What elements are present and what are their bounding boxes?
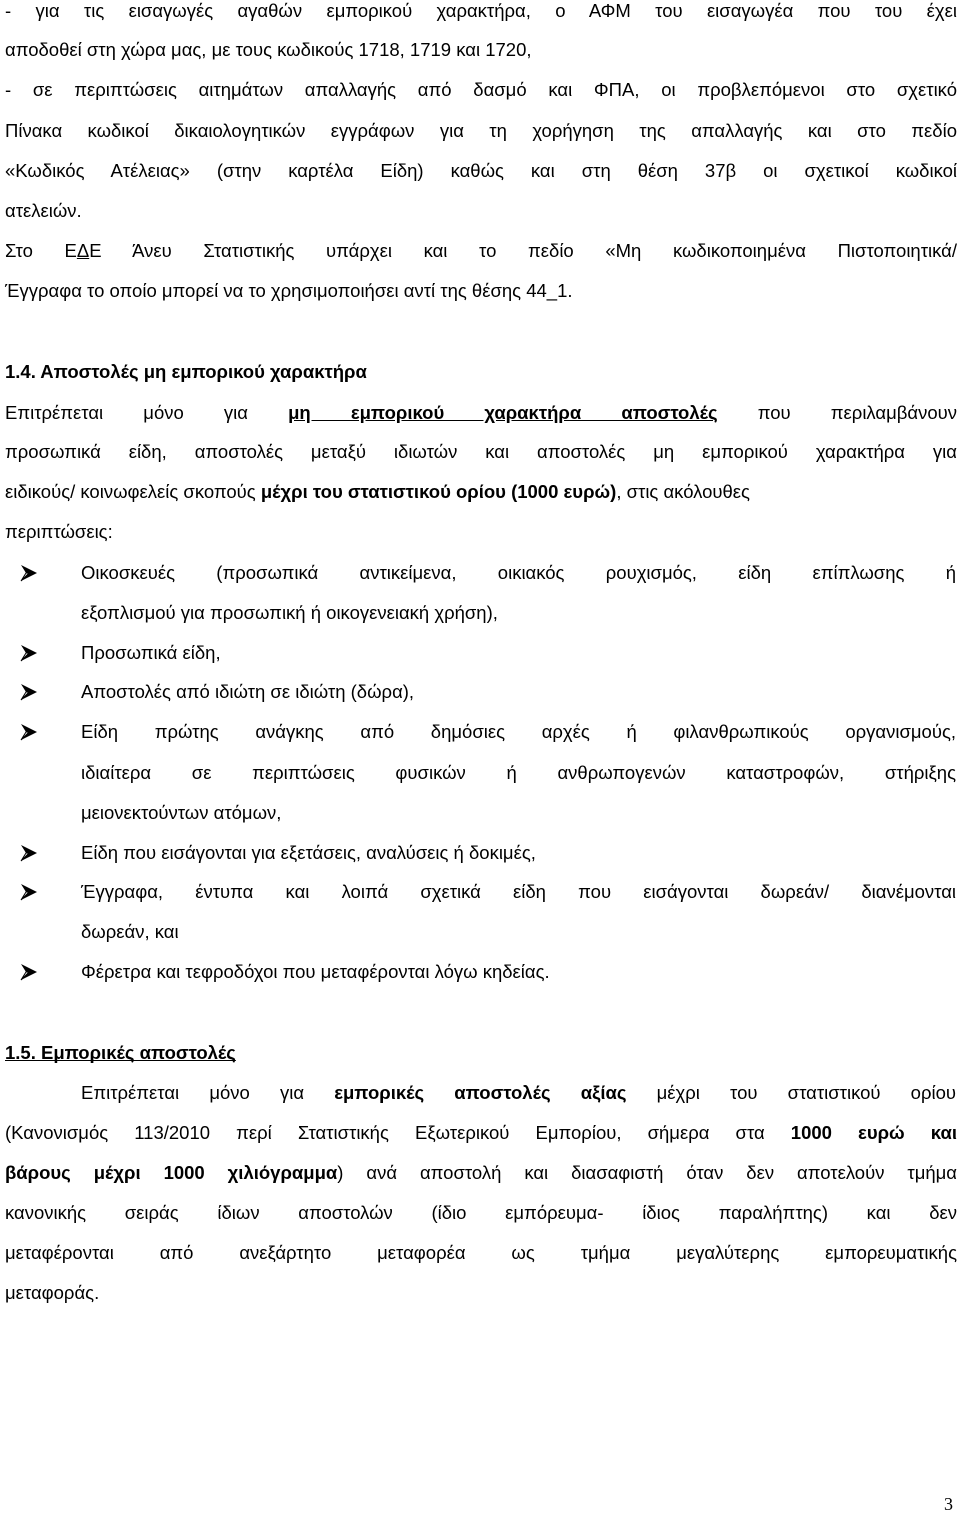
intro-line-2: αποδοθεί στη χώρα μας, με τους κωδικούς 1718, 1719 και 1720, [5,39,532,60]
s15-para-line-1 [81,1082,956,1104]
s14-p1-c: που περιλαμβάνουν [757,402,957,423]
s14-para-line-2: προσωπικά είδη, αποστολές μεταξύ ιδιωτών και αποστολές μη εμπορικού χαρακτήρα για [5,441,957,462]
intro-line-8: Έγγραφα το οποίο μπορεί να το χρησιμοποιήσει αντί της θέσης 44_1. [5,280,573,301]
s14-p1-a: Επιτρέπεται μόνο για [5,402,248,423]
bullet-6-line-2: δωρεάν, και [81,921,179,942]
arrow-bullet-icon [18,681,40,703]
bullet-7: Φέρετρα και τεφροδόχοι που μεταφέρονται λόγω κηδείας. [81,961,550,982]
s15-p3-emphasis: βάρους μέχρι 1000 χιλιόγραμμα [5,1162,338,1183]
arrow-bullet-icon [18,842,40,864]
section-1-4-heading: 1.4. Αποστολές μη εμπορικού χαρακτήρα [5,361,367,382]
bullet-4-line-3: μειονεκτούντων ατόμων, [81,802,282,823]
intro-l7-post: Ε Άνευ Στατιστικής υπάρχει και το πεδίο «Μη κωδικοποιημένα Πιστοποιητικά/ [89,240,957,261]
intro-line-7 [5,240,957,262]
bullet-2: Προσωπικά είδη, [81,642,221,663]
s15-para-line-6: μεταφοράς. [5,1282,100,1303]
s14-p3-a: ειδικούς/ κοινωφελείς σκοπούς [5,481,256,502]
bullet-6-line-1: Έγγραφα, έντυπα και λοιπά σχετικά είδη που εισάγονται δωρεάν/ διανέμονται [81,881,956,902]
s15-p2-a: (Κανονισμός 113/2010 περί Στατιστικής Εξωτερικού Εμπορίου, σήμερα στα [5,1122,765,1143]
s15-p1-c: μέχρι του στατιστικού ορίου [656,1082,957,1103]
intro-line-6: ατελειών. [5,200,82,221]
section-1-5-heading [5,1042,957,1064]
s15-para-line-5: μεταφέρονται από ανεξάρτητο μεταφορέα ως τμήμα μεγαλύτερης εμπορευματικής [5,1242,957,1263]
s14-p1-emphasis: μη εμπορικού χαρακτήρα αποστολές [288,402,718,423]
intro-line-1: - για τις εισαγωγές αγαθών εμπορικού χαρακτήρα, ο ΑΦΜ του εισαγωγέα που του έχει [5,0,957,21]
arrow-bullet-icon [18,721,40,743]
s15-para-line-3 [5,1162,957,1184]
s14-para-line-3 [5,481,957,503]
intro-l7-underlined: Δ [76,240,90,261]
s14-p3-c: , στις ακόλουθες [616,481,750,502]
arrow-bullet-icon [18,562,40,584]
s15-para-line-4: κανονικής σειράς ίδιων αποστολών (ίδιο εμπόρευμα- ίδιος παραλήπτης) και δεν [5,1202,957,1223]
intro-line-3: - σε περιπτώσεις αιτημάτων απαλλαγής από δασμό και ΦΠΑ, οι προβλεπόμενοι στο σχετικό [5,79,957,100]
s14-p3-emphasis: μέχρι του στατιστικού ορίου (1000 ευρώ) [260,481,617,502]
s15-p1-a: Επιτρέπεται μόνο για [81,1082,305,1103]
bullet-1-line-2: εξοπλισμού για προσωπική ή οικογενειακή χρήση), [81,602,498,623]
arrow-bullet-icon [18,961,40,983]
s14-para-line-1 [5,402,957,424]
s15-para-line-2 [5,1122,957,1144]
bullet-5: Είδη που εισάγονται για εξετάσεις, αναλύσεις ή δοκιμές, [81,842,536,863]
s15-p2-emphasis: 1000 ευρώ και [790,1122,957,1143]
arrow-bullet-icon [18,642,40,664]
s15-p1-emphasis: εμπορικές αποστολές αξίας [334,1082,627,1103]
s15-p3-b: ) ανά αποστολή και διασαφιστή όταν δεν αποτελούν τμήμα [337,1162,957,1183]
bullet-4-line-1: Είδη πρώτης ανάγκης από δημόσιες αρχές ή φιλανθρωπικούς οργανισμούς, [81,721,956,742]
bullet-3: Αποστολές από ιδιώτη σε ιδιώτη (δώρα), [81,681,415,702]
intro-line-4: Πίνακα κωδικοί δικαιολογητικών εγγράφων για τη χορήγηση της απαλλαγής και στο πεδίο [5,120,957,141]
section-1-5-heading-text: 1.5. Εμπορικές αποστολές [5,1042,236,1063]
page-number: 3 [944,1494,953,1514]
intro-l7-pre: Στο Ε [5,240,77,261]
bullet-1-line-1: Οικοσκευές (προσωπικά αντικείμενα, οικιακός ρουχισμός, είδη επίπλωσης ή [81,562,956,583]
arrow-bullet-icon [18,881,40,903]
s14-para-line-4: περιπτώσεις: [5,521,113,542]
intro-line-5: «Κωδικός Ατέλειας» (στην καρτέλα Είδη) καθώς και στη θέση 37β οι σχετικοί κωδικοί [5,160,957,181]
bullet-4-line-2: ιδιαίτερα σε περιπτώσεις φυσικών ή ανθρωπογενών καταστροφών, στήριξης [81,762,956,783]
